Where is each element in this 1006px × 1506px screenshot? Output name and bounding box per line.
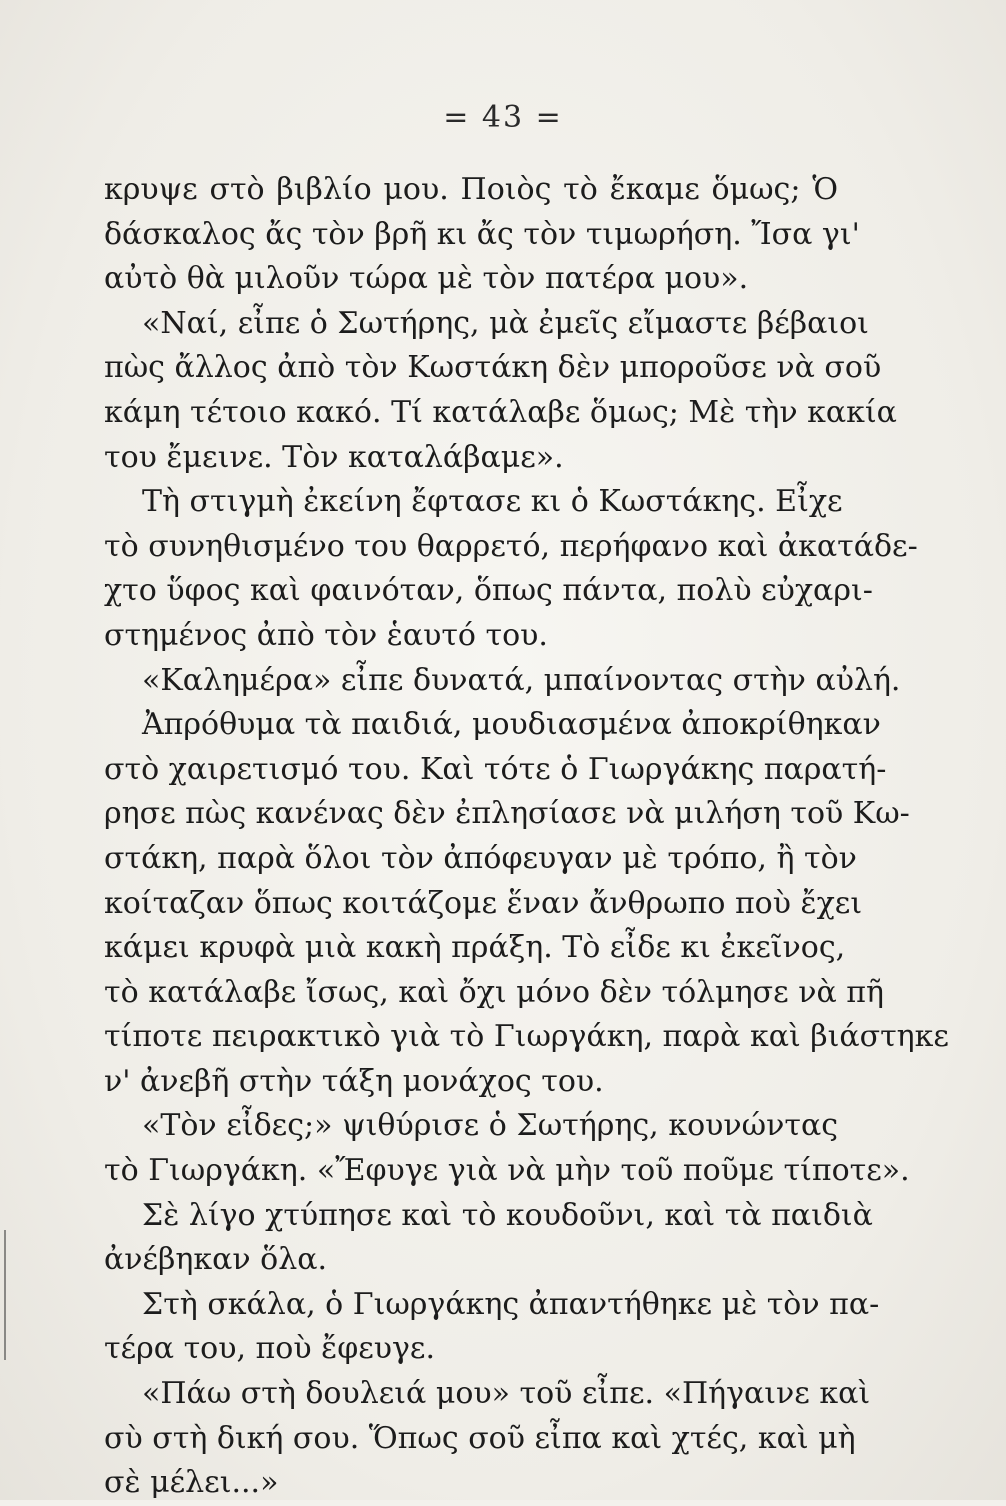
text-line: κάμη τέτοιο κακό. Τί κατάλαβε ὅμως; Μὲ τὴν κακία [104,394,897,430]
text-line: χτο ὕφος καὶ φαινόταν, ὅπως πάντα, πολὺ εὐχαρι- [104,573,873,609]
text-line: σὺ στὴ δική σου. Ὅπως σοῦ εἶπα καὶ χτές, καὶ μὴ [104,1420,856,1456]
text-line: στημένος ἀπὸ τὸν ἑαυτό του. [104,617,548,653]
page-number: = 43 = [443,100,563,135]
text-line: ἀνέβηκαν ὅλα. [104,1242,328,1278]
text-line: τὸ Γιωργάκη. «Ἔφυγε γιὰ νὰ μὴν τοῦ ποῦμε τίποτε». [104,1153,910,1189]
text-line: τίποτε πειρακτικὸ γιὰ τὸ Γιωργάκη, παρὰ καὶ βιάστηκε [104,1019,949,1055]
text-line: τὸ συνηθισμένο του θαρρετό, περήφανο καὶ ἀκατάδε- [104,528,918,564]
text-line: πὼς ἄλλος ἀπὸ τὸν Κωστάκη δὲν μποροῦσε νὰ σοῦ [104,350,882,386]
text-line: Στὴ σκάλα, ὁ Γιωργάκης ἀπαντήθηκε μὲ τὸν πα- [142,1286,880,1322]
text-line: «Καλημέρα» εἶπε δυνατά, μπαίνοντας στὴν αὐλή. [142,662,901,698]
text-line: του ἔμεινε. Τὸν καταλάβαμε». [104,439,564,475]
text-line: στὸ χαιρετισμό του. Καὶ τότε ὁ Γιωργάκης παρατή- [104,751,887,787]
text-line: κοίταζαν ὅπως κοιτάζομε ἕναν ἄνθρωπο ποὺ ἔχει [104,885,863,921]
text-line: κρυψε στὸ βιβλίο μου. Ποιὸς τὸ ἔκαμε ὅμως; Ὁ [104,172,838,207]
text-line: «Τὸν εἶδες;» ψιθύρισε ὁ Σωτήρης, κουνώντας [142,1108,838,1144]
page-body-text [104,168,949,1506]
text-line: αὐτὸ θὰ μιλοῦν τώρα μὲ τὸν πατέρα μου». [104,261,749,297]
text-line: ρησε πὼς κανένας δὲν ἐπλησίασε νὰ μιλήση τοῦ Κω- [104,796,910,832]
text-line: Σὲ λίγο χτύπησε καὶ τὸ κουδοῦνι, καὶ τὰ παιδιὰ [142,1197,873,1233]
text-line: τὸ κατάλαβε ἴσως, καὶ ὄχι μόνο δὲν τόλμησε νὰ πῆ [104,974,884,1010]
text-line: τέρα του, ποὺ ἔφευγε. [104,1331,435,1367]
text-line: Τὴ στιγμὴ ἐκείνη ἔφτασε κι ὁ Κωστάκης. Εἶχε [142,484,843,520]
text-line: ν' ἀνεβῆ στὴν τάξη μονάχος του. [104,1063,604,1099]
page-edge-mark [4,1230,6,1360]
text-line: «Ναί, εἶπε ὁ Σωτήρης, μὰ ἐμεῖς εἴμαστε βέβαιοι [142,305,869,341]
text-line: «Πάω στὴ δουλειά μου» τοῦ εἶπε. «Πήγαινε καὶ [142,1376,871,1412]
text-line: δάσκαλος ἄς τὸν βρῆ κι ἄς τὸν τιμωρήση. Ἴσα γι' [104,216,860,252]
text-line: Ἀπρόθυμα τὰ παιδιά, μουδιασμένα ἀποκρίθηκαν [142,707,881,743]
text-line: κάμει κρυφὰ μιὰ κακὴ πράξη. Τὸ εἶδε κι ἐκεῖνος, [104,930,846,966]
text-line: στάκη, παρὰ ὅλοι τὸν ἀπόφευγαν μὲ τρόπο, ἢ τὸν [104,840,857,876]
text-line: σὲ μέλει...» [104,1465,279,1501]
